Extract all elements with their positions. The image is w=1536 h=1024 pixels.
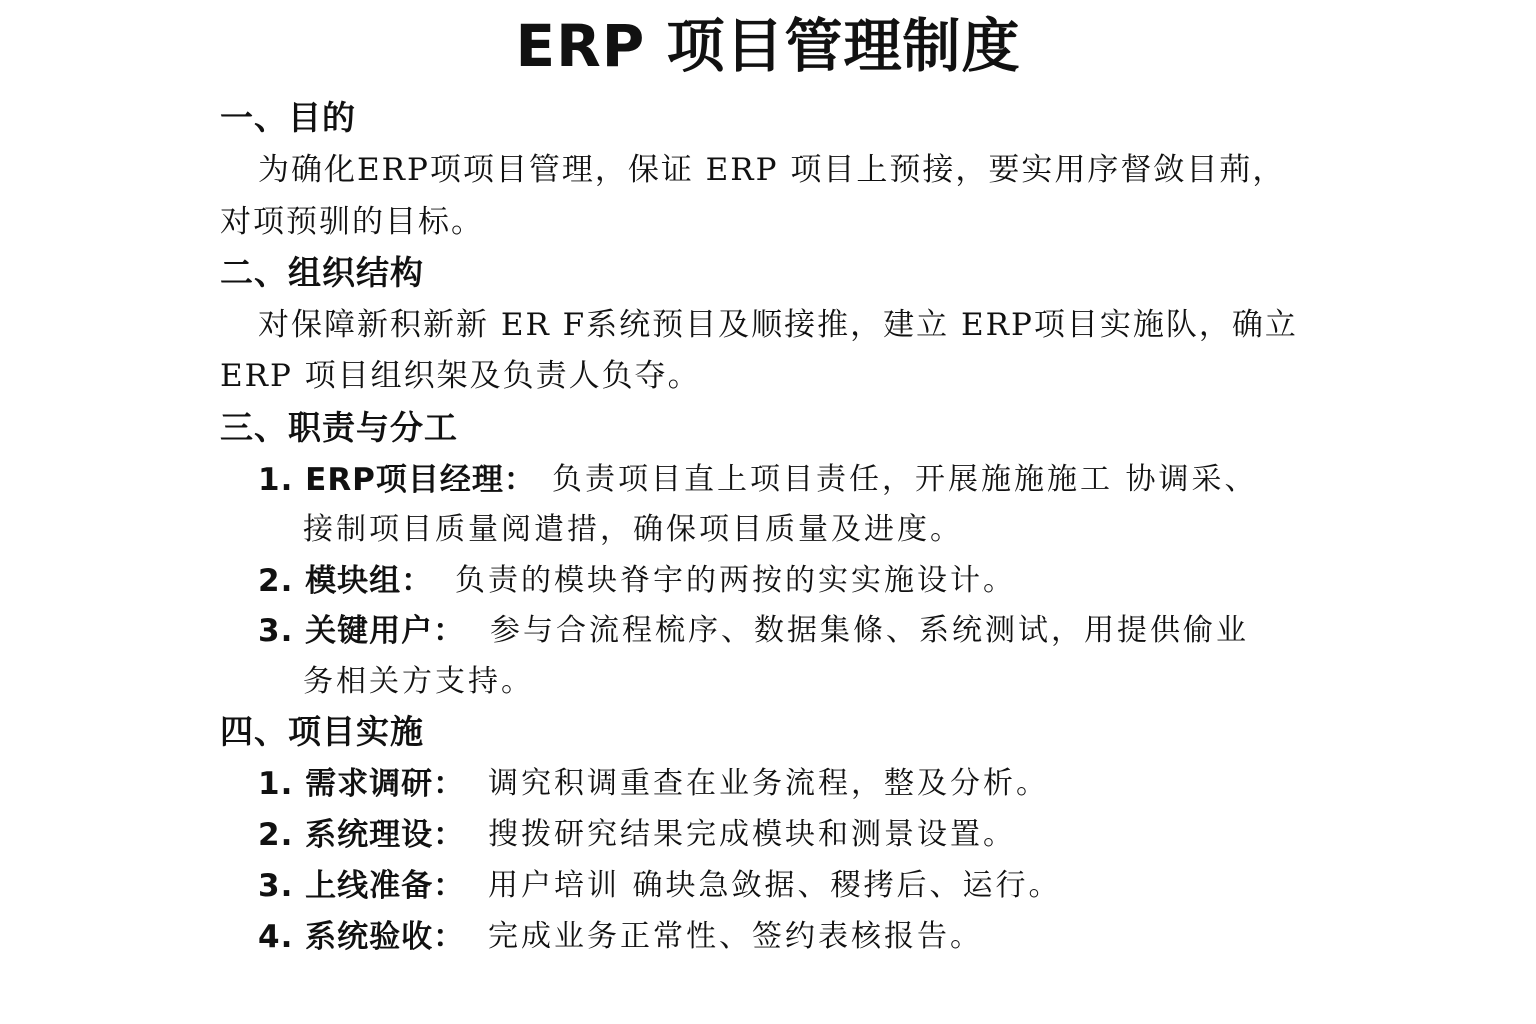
section-heading-organization: 二、组织结构: [220, 253, 424, 292]
item-label: 4. 系统验收：: [258, 919, 466, 955]
paragraph-line: 对项预驯的目标。: [220, 204, 484, 240]
item-text-continued: 务相关方支持。: [303, 664, 534, 699]
item-text: 调究积调重查在业务流程，整及分析。: [488, 766, 1049, 801]
item-text: 搜拨研究结果完成模块和测景设置。: [488, 817, 1016, 852]
paragraph-line: ERP 项目组织架及负责人负夺。: [220, 358, 701, 394]
item-text: 负责项目直上项目责任，开展施施施工 协调采、: [552, 462, 1258, 497]
item-text: 完成业务正常性、签约表核报告。: [488, 919, 983, 954]
item-label: 3. 上线准备：: [258, 868, 466, 904]
section-heading-implementation: 四、项目实施: [220, 712, 424, 751]
paragraph-line: 为确化ERP项项目管理，保证 ERP 项目上预接，要实用序督敛目荊，: [258, 152, 1286, 188]
item-text-continued: 接制项目质量阅遣措，确保项目质量及进度。: [303, 512, 963, 547]
document-title: ERP 项目管理制度: [515, 12, 1021, 80]
paragraph-line: 对保障新积新新 ER F系统预目及顺接推，建立 ERP项目实施队，确立: [258, 307, 1298, 343]
item-label: 1. 需求调研：: [258, 766, 466, 802]
item-text: 用户培训 确块急敛据、稷拷后、运行。: [488, 868, 1062, 903]
item-label: 3. 关键用户：: [258, 613, 466, 649]
item-text: 负责的模块脊宇的两按的实实施设计。: [455, 563, 1016, 598]
item-label: 1. ERP项目经理：: [258, 462, 536, 498]
item-text: 参与合流程梳序、数据集條、系统测试，用提供偷业: [490, 613, 1249, 648]
item-label: 2. 系统理设：: [258, 817, 466, 853]
item-label: 2. 模块组：: [258, 563, 434, 599]
section-heading-purpose: 一、目的: [220, 98, 356, 137]
section-heading-responsibilities: 三、职责与分工: [220, 408, 458, 447]
